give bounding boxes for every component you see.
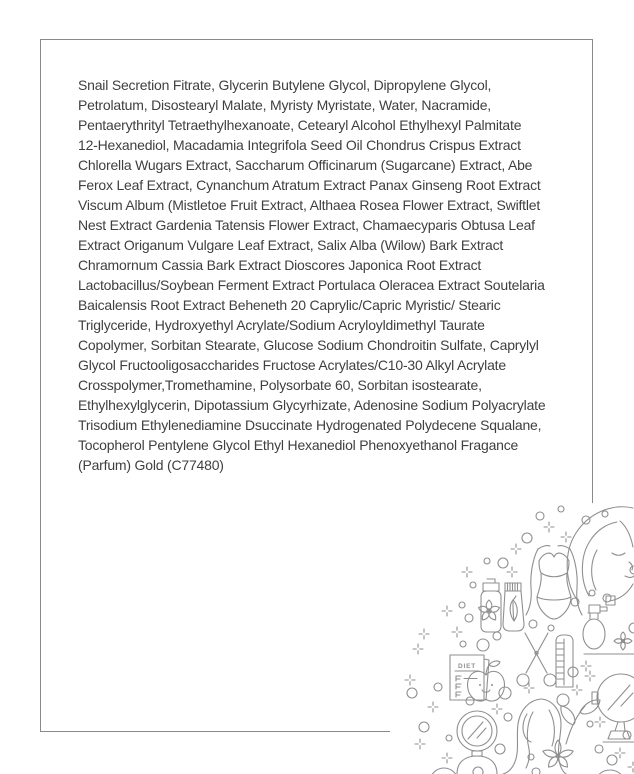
ingredients-line: Trisodium Ethylenediamine Dsuccinate Hydrogenated Polydecene Squalane, — [78, 417, 542, 433]
ingredients-line: Snail Secretion Fitrate, Glycerin Butylene Glycol, Dipropylene Glycol, — [78, 77, 492, 93]
beauty-icons-illustration — [390, 478, 634, 774]
ingredients-line: (Parfum) Gold (C77480) — [78, 457, 224, 473]
ingredients-line: Crosspolymer,Tromethamine, Polysorbate 60, Sorbitan isostearate, — [78, 377, 482, 393]
ingredients-line: Petrolatum, Disostearyl Malate, Myristy Myristate, Water, Nacramide, — [78, 97, 491, 113]
ingredients-line: Ferox Leaf Extract, Cynanchum Atratum Extract Panax Ginseng Root Extract — [78, 177, 541, 193]
ingredients-line: Pentaerythrityl Tetraethylhexanoate, Cetearyl Alcohol Ethylhexyl Palmitate — [78, 117, 522, 133]
ingredients-line: 12-Hexanediol, Macadamia Integrifola Seed Oil Chondrus Crispus Extract — [78, 137, 521, 153]
ingredients-line: Ethylhexylglycerin, Dipotassium Glycyrhizate, Adenosine Sodium Polyacrylate — [78, 397, 546, 413]
ingredients-line: Baicalensis Root Extract Beheneth 20 Caprylic/Capric Myristic/ Stearic — [78, 297, 501, 313]
ingredients-line: Nest Extract Gardenia Tatensis Flower Extract, Chamaecyparis Obtusa Leaf — [78, 217, 535, 233]
ingredients-line: Chlorella Wugars Extract, Saccharum Officinarum (Sugarcane) Extract, Abe — [78, 157, 533, 173]
ingredients-line: Glycol Fructooligosaccharides Fructose Acrylates/C10-30 Alkyl Acrylate — [78, 357, 506, 373]
ingredients-line: Copolymer, Sorbitan Stearate, Glucose Sodium Chondroitin Sulfate, Caprylyl — [78, 337, 539, 353]
ingredients-line: Chramornum Cassia Bark Extract Dioscores Japonica Root Extract — [78, 257, 482, 273]
diet-label: DIET — [457, 663, 477, 670]
ingredients-text — [78, 75, 578, 475]
ingredients-line: Triglyceride, Hydroxyethyl Acrylate/Sodium Acryloyldimethyl Taurate — [78, 317, 485, 333]
ingredients-line: Viscum Album (Mistletoe Fruit Extract, Althaea Rosea Flower Extract, Swiftlet — [78, 197, 541, 213]
ingredients-line: Lactobacillus/Soybean Ferment Extract Portulaca Oleracea Extract Soutelaria — [78, 277, 545, 293]
ingredients-line: Extract Origanum Vulgare Leaf Extract, Salix Alba (Wilow) Bark Extract — [78, 237, 504, 253]
ingredients-line: Tocopherol Pentylene Glycol Ethyl Hexanediol Phenoxyethanol Fragance — [78, 437, 519, 453]
